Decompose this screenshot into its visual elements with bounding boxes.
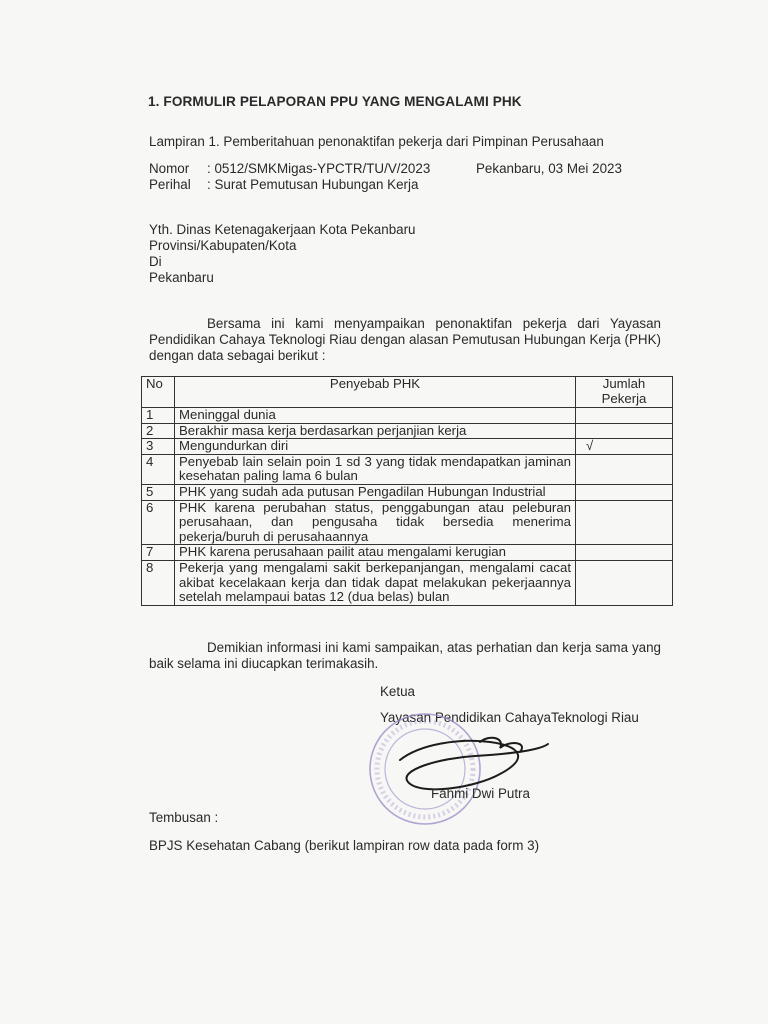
tembusan-value: BPJS Kesehatan Cabang (berikut lampiran row data pada form 3): [149, 838, 540, 853]
row-cause: Penyebab lain selain poin 1 sd 3 yang tidak mendapatkan jaminan kesehatan paling lama 6 bulan: [175, 454, 576, 484]
row-count: [576, 545, 673, 561]
row-cause: PHK yang sudah ada putusan Pengadilan Hubungan Industrial: [175, 484, 576, 500]
row-no: 6: [142, 500, 175, 545]
sign-organization: Yayasan Pendidikan CahayaTeknologi Riau: [380, 710, 639, 725]
table-row: [142, 454, 673, 484]
perihal-label: Perihal: [149, 177, 191, 192]
row-cause: Pekerja yang mengalami sakit berkepanjangan, mengalami cacat akibat kecelakaan kerja dan tidak dapat melakukan pekerjaannya setelah melampaui batas 12 (dua belas) bulan: [175, 560, 576, 605]
row-count: [576, 454, 673, 484]
phk-table: [141, 376, 673, 606]
table-row: [142, 545, 673, 561]
row-count: [576, 484, 673, 500]
addressee-line-3: Di: [149, 254, 162, 269]
row-cause: Mengundurkan diri: [175, 439, 576, 455]
addressee-line-2: Provinsi/Kabupaten/Kota: [149, 238, 297, 253]
table-row: [142, 500, 673, 545]
row-no: 1: [142, 408, 175, 424]
perihal-value: : Surat Pemutusan Hubungan Kerja: [207, 177, 419, 192]
intro-text: Bersama ini kami menyampaikan penonaktifan pekerja dari Yayasan Pendidikan Cahaya Teknologi Riau dengan alasan Pemutusan Hubungan Kerja (PHK) dengan data sebagai berikut :: [149, 316, 661, 363]
table-row: [142, 484, 673, 500]
row-no: 8: [142, 560, 175, 605]
table-row: [142, 560, 673, 605]
nomor-label: Nomor: [149, 161, 190, 176]
row-count: [576, 423, 673, 439]
header-count: Jumlah Pekerja: [576, 377, 673, 408]
sign-name: Fahmi Dwi Putra: [431, 786, 530, 801]
row-count: [576, 560, 673, 605]
header-no: No: [142, 377, 175, 408]
header-cause: Penyebab PHK: [175, 377, 576, 408]
table-row: [142, 408, 673, 424]
sign-role: Ketua: [380, 684, 415, 699]
intro-paragraph: [149, 316, 661, 364]
closing-paragraph: [149, 640, 661, 672]
addressee-line-1: Yth. Dinas Ketenagakerjaan Kota Pekanbaru: [149, 222, 416, 237]
nomor-row: [149, 161, 430, 176]
row-no: 4: [142, 454, 175, 484]
letter-date: Pekanbaru, 03 Mei 2023: [476, 161, 622, 176]
table-header-row: [142, 377, 673, 408]
perihal-row: [149, 177, 418, 192]
row-no: 2: [142, 423, 175, 439]
row-no: 5: [142, 484, 175, 500]
table-row: [142, 439, 673, 455]
row-no: 3: [142, 439, 175, 455]
lampiran-line: Lampiran 1. Pemberitahuan penonaktifan pekerja dari Pimpinan Perusahaan: [149, 134, 604, 149]
row-cause: Berakhir masa kerja berdasarkan perjanjian kerja: [175, 423, 576, 439]
row-cause: PHK karena perusahaan pailit atau mengalami kerugian: [175, 545, 576, 561]
table-row: [142, 423, 673, 439]
nomor-value: : 0512/SMKMigas-YPCTR/TU/V/2023: [207, 161, 431, 176]
row-cause: PHK karena perubahan status, penggabungan atau peleburan perusahaan, dan pengusaha tidak bersedia menerima pekerja/buruh di perusahaannya: [175, 500, 576, 545]
row-count: [576, 408, 673, 424]
row-cause: Meninggal dunia: [175, 408, 576, 424]
addressee-line-4: Pekanbaru: [149, 270, 214, 285]
closing-text: Demikian informasi ini kami sampaikan, atas perhatian dan kerja sama yang baik selama ini diucapkan terimakasih.: [149, 640, 661, 671]
row-no: 7: [142, 545, 175, 561]
tembusan-label: Tembusan :: [149, 810, 219, 825]
row-count-checkmark: √: [576, 439, 673, 455]
document-title: 1. FORMULIR PELAPORAN PPU YANG MENGALAMI PHK: [148, 94, 522, 109]
row-count: [576, 500, 673, 545]
